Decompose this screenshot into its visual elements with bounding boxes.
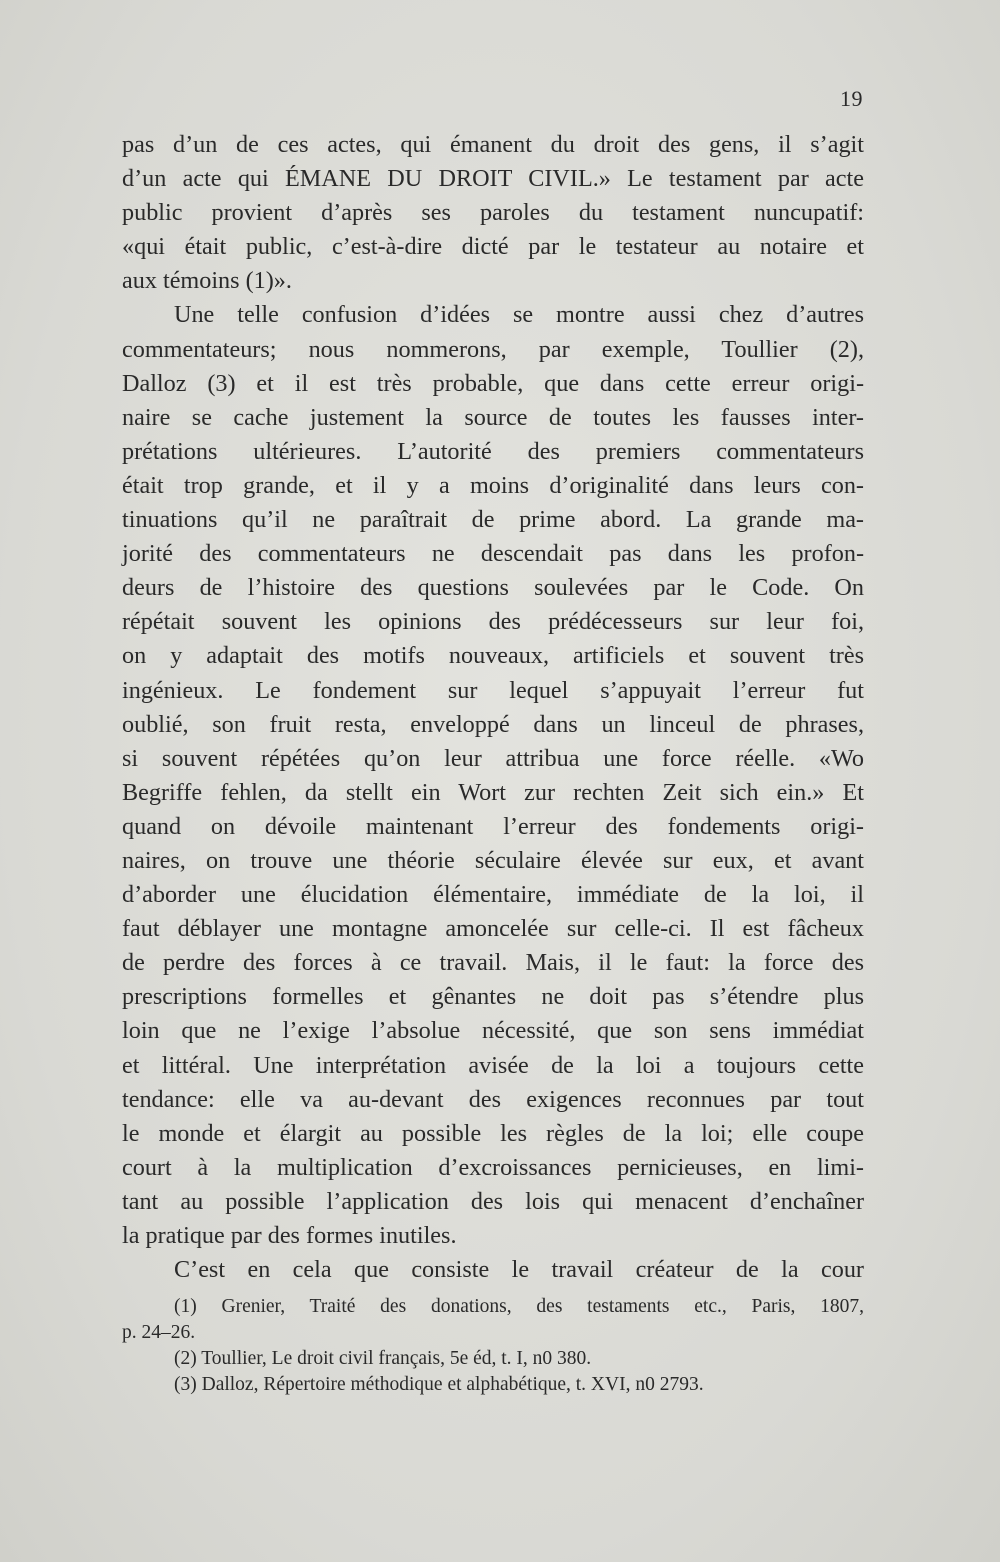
text-line: si souvent répétées qu’on leur attribua une force réelle. «Wo [122,744,864,772]
footnote-continuation: p. 24–26. [122,1322,196,1343]
text-line: quand on dévoile maintenant l’erreur des fondements origi- [122,812,864,840]
page-number: 19 [840,86,863,111]
text-line: ingénieux. Le fondement sur lequel s’appuyait l’erreur fut [122,676,864,704]
text-line: oublié, son fruit resta, enveloppé dans un linceul de phrases, [122,710,864,738]
text-line: d’aborder une élucidation élémentaire, immédiate de la loi, il [122,881,864,909]
text-line: tant au possible l’application des lois qui menacent d’enchaîner [122,1187,864,1215]
text-line: prescriptions formelles et gênantes ne doit pas s’étendre plus [122,983,864,1011]
text-line: et littéral. Une interprétation avisée de la loi a toujours cette [122,1051,864,1079]
text-line: commentateurs; nous nommerons, par exemple, Toullier (2), [122,335,864,363]
text-line: faut déblayer une montagne amoncelée sur celle-ci. Il est fâcheux [122,915,864,943]
text-line: court à la multiplication d’excroissances pernicieuses, en limi- [122,1153,864,1181]
text-line: tendance: elle va au-devant des exigences reconnues par tout [122,1085,864,1113]
text-line: était trop grande, et il y a moins d’originalité dans leurs con- [122,471,864,499]
text-line: Begriffe fehlen, da stellt ein Wort zur rechten Zeit sich ein.» Et [122,778,864,806]
text-line: deurs de l’histoire des questions soulevées par le Code. On [122,574,864,602]
text-line: «qui était public, c’est-à-dire dicté par le testateur au notaire et [122,233,864,261]
text-line: aux témoins (1)». [122,267,292,295]
text-line: public provient d’après ses paroles du testament nuncupatif: [122,199,864,227]
text-line: jorité des commentateurs ne descendait pas dans les profon- [122,540,864,568]
footnote: (2) Toullier, Le droit civil français, 5e éd, t. I, n0 380. [174,1348,592,1369]
text-line: naires, on trouve une théorie séculaire élevée sur eux, et avant [122,846,864,874]
text-line: naire se cache justement la source de toutes les fausses inter- [122,403,864,431]
footnotes [122,1294,864,1398]
text-line: pas d’un de ces actes, qui émanent du droit des gens, il s’agit [122,131,864,158]
paragraph-start-line: C’est en cela que consiste le travail créateur de la cour [174,1256,864,1284]
footnote: (3) Dalloz, Répertoire méthodique et alphabétique, t. XVI, n0 2793. [174,1374,704,1395]
text-line: la pratique par des formes inutiles. [122,1222,457,1249]
text-line: de perdre des forces à ce travail. Mais, il le faut: la force des [122,949,864,977]
text-line: d’un acte qui ÉMANE DU DROIT CIVIL.» Le testament par acte [122,165,864,193]
text-line: tinuations qu’il ne paraîtrait de prime abord. La grande ma- [122,506,864,534]
text-line: le monde et élargit au possible les règles de la loi; elle coupe [122,1119,864,1147]
text-line: Dalloz (3) et il est très probable, que dans cette erreur origi- [122,369,864,397]
text-line: loin que ne l’exige l’absolue nécessité, que son sens immédiat [122,1017,864,1045]
text-line: répétait souvent les opinions des prédécesseurs sur leur foi, [122,608,864,636]
text-line: on y adaptait des motifs nouveaux, artificiels et souvent très [122,642,864,670]
body-text [122,128,864,1287]
footnote: (1) Grenier, Traité des donations, des testaments etc., Paris, 1807, [174,1296,864,1317]
text-line: prétations ultérieures. L’autorité des premiers commentateurs [122,437,864,465]
paragraph-start-line: Une telle confusion d’idées se montre aussi chez d’autres [174,301,864,329]
